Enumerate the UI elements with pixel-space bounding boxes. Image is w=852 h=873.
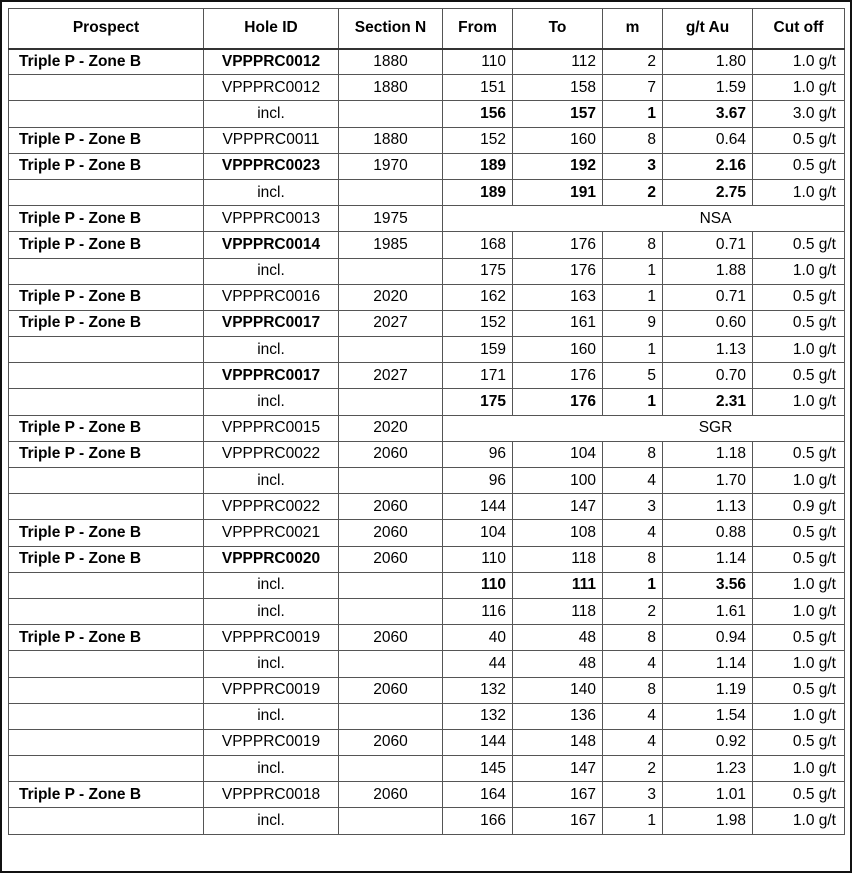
cell-section-n: 1880 xyxy=(339,49,443,75)
cell-grade: 1.18 xyxy=(663,441,753,467)
cell-hole-id: incl. xyxy=(204,389,339,415)
cell-hole-id: incl. xyxy=(204,572,339,598)
cell-prospect: Triple P - Zone B xyxy=(9,127,204,153)
cell-hole-id: incl. xyxy=(204,703,339,729)
cell-m: 2 xyxy=(603,598,663,624)
cell-prospect: Triple P - Zone B xyxy=(9,441,204,467)
cell-cut-off: 0.5 g/t xyxy=(753,546,845,572)
cell-m: 8 xyxy=(603,232,663,258)
cell-m: 4 xyxy=(603,520,663,546)
cell-section-n: 2020 xyxy=(339,415,443,441)
cell-cut-off: 1.0 g/t xyxy=(753,808,845,834)
cell-prospect xyxy=(9,389,204,415)
table-row xyxy=(9,284,845,310)
cell-hole-id: VPPPRC0021 xyxy=(204,520,339,546)
cell-cut-off: 1.0 g/t xyxy=(753,572,845,598)
cell-cut-off: 1.0 g/t xyxy=(753,389,845,415)
cell-prospect xyxy=(9,729,204,755)
cell-section-n xyxy=(339,389,443,415)
cell-hole-id: incl. xyxy=(204,468,339,494)
cell-m: 8 xyxy=(603,625,663,651)
table-row xyxy=(9,782,845,808)
cell-prospect xyxy=(9,756,204,782)
header-to: To xyxy=(513,9,603,49)
cell-m: 1 xyxy=(603,808,663,834)
cell-hole-id: VPPPRC0011 xyxy=(204,127,339,153)
table-row xyxy=(9,389,845,415)
cell-grade: 0.60 xyxy=(663,310,753,336)
cell-hole-id: VPPPRC0016 xyxy=(204,284,339,310)
cell-m: 8 xyxy=(603,677,663,703)
cell-to: 160 xyxy=(513,127,603,153)
cell-from: 175 xyxy=(443,389,513,415)
cell-hole-id: VPPPRC0012 xyxy=(204,75,339,101)
cell-cut-off: 1.0 g/t xyxy=(753,598,845,624)
cell-cut-off: 0.5 g/t xyxy=(753,729,845,755)
header-section-n: Section N xyxy=(339,9,443,49)
cell-prospect: Triple P - Zone B xyxy=(9,284,204,310)
cell-cut-off: 1.0 g/t xyxy=(753,179,845,205)
cell-hole-id: VPPPRC0019 xyxy=(204,729,339,755)
cell-to: 118 xyxy=(513,598,603,624)
cell-m: 3 xyxy=(603,494,663,520)
cell-prospect xyxy=(9,75,204,101)
cell-note: NSA xyxy=(443,206,845,232)
table-row xyxy=(9,494,845,520)
cell-to: 167 xyxy=(513,782,603,808)
cell-hole-id: incl. xyxy=(204,337,339,363)
cell-m: 8 xyxy=(603,546,663,572)
header-grade: g/t Au xyxy=(663,9,753,49)
table-row xyxy=(9,625,845,651)
cell-hole-id: incl. xyxy=(204,598,339,624)
table-row xyxy=(9,756,845,782)
cell-cut-off: 1.0 g/t xyxy=(753,49,845,75)
cell-grade: 3.56 xyxy=(663,572,753,598)
cell-section-n: 2020 xyxy=(339,284,443,310)
table-row xyxy=(9,677,845,703)
cell-section-n: 2060 xyxy=(339,677,443,703)
cell-cut-off: 1.0 g/t xyxy=(753,75,845,101)
header-cut-off: Cut off xyxy=(753,9,845,49)
cell-from: 96 xyxy=(443,468,513,494)
cell-cut-off: 0.5 g/t xyxy=(753,363,845,389)
cell-prospect xyxy=(9,179,204,205)
cell-to: 158 xyxy=(513,75,603,101)
cell-m: 4 xyxy=(603,651,663,677)
cell-cut-off: 0.5 g/t xyxy=(753,625,845,651)
cell-m: 2 xyxy=(603,49,663,75)
cell-cut-off: 0.5 g/t xyxy=(753,520,845,546)
table-row xyxy=(9,546,845,572)
cell-prospect xyxy=(9,808,204,834)
cell-m: 1 xyxy=(603,337,663,363)
cell-from: 156 xyxy=(443,101,513,127)
cell-prospect xyxy=(9,363,204,389)
cell-to: 112 xyxy=(513,49,603,75)
cell-to: 192 xyxy=(513,153,603,179)
cell-to: 147 xyxy=(513,756,603,782)
cell-section-n: 2060 xyxy=(339,520,443,546)
cell-grade: 1.01 xyxy=(663,782,753,808)
cell-from: 162 xyxy=(443,284,513,310)
cell-m: 1 xyxy=(603,101,663,127)
cell-to: 108 xyxy=(513,520,603,546)
cell-grade: 1.88 xyxy=(663,258,753,284)
cell-to: 147 xyxy=(513,494,603,520)
cell-from: 44 xyxy=(443,651,513,677)
cell-grade: 2.31 xyxy=(663,389,753,415)
cell-m: 2 xyxy=(603,179,663,205)
cell-cut-off: 1.0 g/t xyxy=(753,756,845,782)
cell-m: 4 xyxy=(603,729,663,755)
cell-from: 110 xyxy=(443,546,513,572)
cell-m: 1 xyxy=(603,258,663,284)
cell-m: 3 xyxy=(603,153,663,179)
cell-from: 110 xyxy=(443,572,513,598)
table-row xyxy=(9,441,845,467)
cell-grade: 1.19 xyxy=(663,677,753,703)
cell-section-n xyxy=(339,337,443,363)
header-m: m xyxy=(603,9,663,49)
cell-section-n xyxy=(339,598,443,624)
table-row xyxy=(9,520,845,546)
cell-prospect: Triple P - Zone B xyxy=(9,546,204,572)
cell-section-n xyxy=(339,179,443,205)
cell-grade: 0.71 xyxy=(663,284,753,310)
cell-cut-off: 0.9 g/t xyxy=(753,494,845,520)
cell-from: 168 xyxy=(443,232,513,258)
cell-from: 132 xyxy=(443,677,513,703)
cell-section-n: 2027 xyxy=(339,310,443,336)
table-row xyxy=(9,651,845,677)
cell-from: 189 xyxy=(443,179,513,205)
cell-hole-id: incl. xyxy=(204,258,339,284)
cell-prospect xyxy=(9,703,204,729)
cell-hole-id: incl. xyxy=(204,101,339,127)
cell-from: 171 xyxy=(443,363,513,389)
cell-section-n: 1985 xyxy=(339,232,443,258)
cell-to: 100 xyxy=(513,468,603,494)
cell-section-n xyxy=(339,808,443,834)
cell-m: 4 xyxy=(603,703,663,729)
cell-section-n: 1880 xyxy=(339,75,443,101)
cell-to: 160 xyxy=(513,337,603,363)
cell-prospect: Triple P - Zone B xyxy=(9,49,204,75)
cell-m: 4 xyxy=(603,468,663,494)
cell-to: 140 xyxy=(513,677,603,703)
cell-from: 152 xyxy=(443,127,513,153)
cell-prospect xyxy=(9,101,204,127)
cell-cut-off: 3.0 g/t xyxy=(753,101,845,127)
cell-grade: 0.71 xyxy=(663,232,753,258)
table-row xyxy=(9,598,845,624)
cell-grade: 1.23 xyxy=(663,756,753,782)
cell-m: 8 xyxy=(603,441,663,467)
cell-section-n: 1970 xyxy=(339,153,443,179)
cell-from: 145 xyxy=(443,756,513,782)
cell-hole-id: incl. xyxy=(204,756,339,782)
cell-prospect xyxy=(9,337,204,363)
cell-cut-off: 0.5 g/t xyxy=(753,310,845,336)
cell-m: 1 xyxy=(603,572,663,598)
cell-grade: 1.59 xyxy=(663,75,753,101)
cell-section-n xyxy=(339,258,443,284)
cell-section-n: 2060 xyxy=(339,441,443,467)
cell-cut-off: 0.5 g/t xyxy=(753,782,845,808)
header-prospect: Prospect xyxy=(9,9,204,49)
cell-prospect: Triple P - Zone B xyxy=(9,310,204,336)
table-row xyxy=(9,415,845,441)
cell-grade: 0.88 xyxy=(663,520,753,546)
cell-m: 1 xyxy=(603,389,663,415)
table-row xyxy=(9,75,845,101)
cell-cut-off: 0.5 g/t xyxy=(753,232,845,258)
cell-section-n: 2060 xyxy=(339,494,443,520)
table-row xyxy=(9,703,845,729)
cell-note: SGR xyxy=(443,415,845,441)
cell-m: 5 xyxy=(603,363,663,389)
cell-prospect: Triple P - Zone B xyxy=(9,206,204,232)
table-row xyxy=(9,258,845,284)
cell-hole-id: VPPPRC0012 xyxy=(204,49,339,75)
cell-cut-off: 1.0 g/t xyxy=(753,651,845,677)
cell-hole-id: VPPPRC0023 xyxy=(204,153,339,179)
cell-to: 48 xyxy=(513,651,603,677)
cell-cut-off: 0.5 g/t xyxy=(753,284,845,310)
cell-cut-off: 1.0 g/t xyxy=(753,337,845,363)
cell-to: 176 xyxy=(513,389,603,415)
cell-hole-id: incl. xyxy=(204,179,339,205)
cell-from: 110 xyxy=(443,49,513,75)
cell-to: 176 xyxy=(513,232,603,258)
cell-to: 176 xyxy=(513,258,603,284)
cell-from: 116 xyxy=(443,598,513,624)
cell-prospect xyxy=(9,651,204,677)
cell-section-n: 2027 xyxy=(339,363,443,389)
cell-prospect xyxy=(9,598,204,624)
cell-section-n: 2060 xyxy=(339,782,443,808)
cell-section-n xyxy=(339,101,443,127)
cell-grade: 1.54 xyxy=(663,703,753,729)
cell-section-n xyxy=(339,468,443,494)
cell-hole-id: VPPPRC0022 xyxy=(204,441,339,467)
cell-from: 144 xyxy=(443,729,513,755)
table-row xyxy=(9,468,845,494)
cell-grade: 1.14 xyxy=(663,651,753,677)
cell-from: 104 xyxy=(443,520,513,546)
cell-grade: 1.13 xyxy=(663,337,753,363)
drill-results-table xyxy=(8,8,845,835)
cell-from: 144 xyxy=(443,494,513,520)
cell-from: 189 xyxy=(443,153,513,179)
cell-to: 163 xyxy=(513,284,603,310)
cell-from: 40 xyxy=(443,625,513,651)
cell-to: 161 xyxy=(513,310,603,336)
table-row xyxy=(9,337,845,363)
cell-to: 48 xyxy=(513,625,603,651)
cell-prospect xyxy=(9,494,204,520)
table-row xyxy=(9,206,845,232)
cell-from: 164 xyxy=(443,782,513,808)
cell-section-n xyxy=(339,756,443,782)
cell-m: 3 xyxy=(603,782,663,808)
table-body xyxy=(9,49,845,835)
cell-cut-off: 0.5 g/t xyxy=(753,441,845,467)
cell-to: 167 xyxy=(513,808,603,834)
cell-from: 151 xyxy=(443,75,513,101)
cell-hole-id: VPPPRC0018 xyxy=(204,782,339,808)
cell-m: 7 xyxy=(603,75,663,101)
cell-hole-id: VPPPRC0017 xyxy=(204,363,339,389)
cell-from: 159 xyxy=(443,337,513,363)
cell-prospect xyxy=(9,572,204,598)
table-header-row xyxy=(9,9,845,49)
cell-from: 175 xyxy=(443,258,513,284)
cell-prospect xyxy=(9,677,204,703)
cell-section-n: 1975 xyxy=(339,206,443,232)
cell-to: 136 xyxy=(513,703,603,729)
cell-prospect xyxy=(9,468,204,494)
cell-to: 191 xyxy=(513,179,603,205)
cell-section-n xyxy=(339,572,443,598)
cell-grade: 1.14 xyxy=(663,546,753,572)
cell-from: 96 xyxy=(443,441,513,467)
cell-hole-id: VPPPRC0022 xyxy=(204,494,339,520)
cell-grade: 1.13 xyxy=(663,494,753,520)
cell-section-n: 2060 xyxy=(339,546,443,572)
cell-grade: 1.98 xyxy=(663,808,753,834)
cell-grade: 2.16 xyxy=(663,153,753,179)
cell-hole-id: VPPPRC0019 xyxy=(204,625,339,651)
table-row xyxy=(9,729,845,755)
cell-cut-off: 0.5 g/t xyxy=(753,153,845,179)
cell-hole-id: incl. xyxy=(204,651,339,677)
table-row xyxy=(9,572,845,598)
header-from: From xyxy=(443,9,513,49)
cell-prospect: Triple P - Zone B xyxy=(9,782,204,808)
cell-prospect: Triple P - Zone B xyxy=(9,153,204,179)
cell-to: 118 xyxy=(513,546,603,572)
cell-grade: 0.94 xyxy=(663,625,753,651)
table-row xyxy=(9,153,845,179)
cell-prospect xyxy=(9,258,204,284)
cell-hole-id: VPPPRC0014 xyxy=(204,232,339,258)
cell-hole-id: incl. xyxy=(204,808,339,834)
cell-section-n: 2060 xyxy=(339,625,443,651)
cell-section-n xyxy=(339,651,443,677)
cell-cut-off: 1.0 g/t xyxy=(753,258,845,284)
cell-to: 148 xyxy=(513,729,603,755)
cell-cut-off: 1.0 g/t xyxy=(753,703,845,729)
cell-grade: 1.80 xyxy=(663,49,753,75)
cell-grade: 0.70 xyxy=(663,363,753,389)
cell-hole-id: VPPPRC0015 xyxy=(204,415,339,441)
cell-hole-id: VPPPRC0020 xyxy=(204,546,339,572)
cell-grade: 1.70 xyxy=(663,468,753,494)
cell-hole-id: VPPPRC0019 xyxy=(204,677,339,703)
cell-section-n: 2060 xyxy=(339,729,443,755)
cell-cut-off: 1.0 g/t xyxy=(753,468,845,494)
header-hole-id: Hole ID xyxy=(204,9,339,49)
table-row xyxy=(9,49,845,75)
table-row xyxy=(9,179,845,205)
cell-m: 2 xyxy=(603,756,663,782)
table-row xyxy=(9,101,845,127)
cell-section-n: 1880 xyxy=(339,127,443,153)
table-row xyxy=(9,232,845,258)
cell-hole-id: VPPPRC0017 xyxy=(204,310,339,336)
cell-m: 1 xyxy=(603,284,663,310)
cell-grade: 0.64 xyxy=(663,127,753,153)
cell-m: 9 xyxy=(603,310,663,336)
cell-from: 132 xyxy=(443,703,513,729)
table-row xyxy=(9,808,845,834)
cell-from: 166 xyxy=(443,808,513,834)
cell-cut-off: 0.5 g/t xyxy=(753,677,845,703)
cell-m: 8 xyxy=(603,127,663,153)
cell-hole-id: VPPPRC0013 xyxy=(204,206,339,232)
cell-to: 104 xyxy=(513,441,603,467)
table-row xyxy=(9,363,845,389)
cell-to: 157 xyxy=(513,101,603,127)
cell-grade: 1.61 xyxy=(663,598,753,624)
cell-prospect: Triple P - Zone B xyxy=(9,232,204,258)
cell-section-n xyxy=(339,703,443,729)
cell-to: 111 xyxy=(513,572,603,598)
cell-cut-off: 0.5 g/t xyxy=(753,127,845,153)
cell-from: 152 xyxy=(443,310,513,336)
table-row xyxy=(9,127,845,153)
table-row xyxy=(9,310,845,336)
cell-grade: 3.67 xyxy=(663,101,753,127)
cell-prospect: Triple P - Zone B xyxy=(9,415,204,441)
cell-prospect: Triple P - Zone B xyxy=(9,625,204,651)
cell-grade: 2.75 xyxy=(663,179,753,205)
cell-prospect: Triple P - Zone B xyxy=(9,520,204,546)
cell-grade: 0.92 xyxy=(663,729,753,755)
cell-to: 176 xyxy=(513,363,603,389)
